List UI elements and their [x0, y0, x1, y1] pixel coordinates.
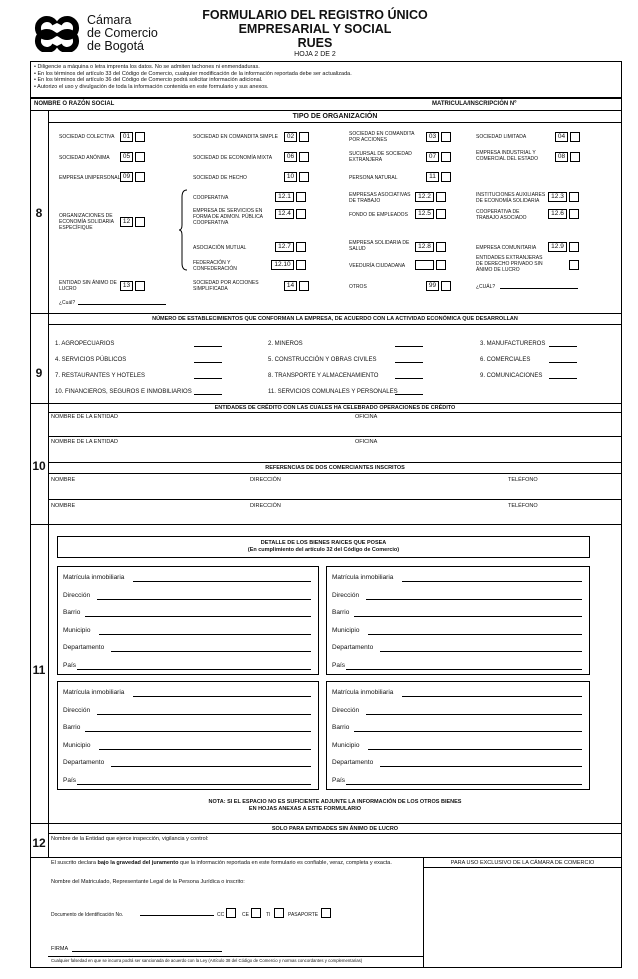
property-box: [57, 566, 319, 675]
org-checkbox[interactable]: [135, 281, 145, 291]
reference-address-label: DIRECCIÓN: [250, 503, 281, 509]
property-field-label: Municipio: [332, 626, 360, 634]
org-code: 03: [426, 132, 439, 142]
org-item-label: OTROS: [349, 284, 367, 290]
org-item-label: EMPRESA COMUNITARIA: [476, 245, 537, 251]
property-field-label: Barrio: [332, 609, 350, 616]
activity-label: 10. FINANCIEROS, SEGUROS E INMOBILIARIOS: [55, 389, 192, 395]
org-item-label: PERSONA NATURAL: [349, 175, 398, 181]
org-code: 12.5: [415, 209, 434, 219]
org-item-label: ENTIDAD SIN ÁNIMO DE LUCRO: [59, 280, 117, 292]
org-code: 12.7: [275, 242, 294, 252]
chamber-logo: [30, 14, 170, 54]
property-field-input[interactable]: [368, 634, 582, 635]
activity-label: 5. CONSTRUCCIÓN Y OBRAS CIVILES: [268, 357, 377, 363]
org-code: 07: [426, 152, 439, 162]
org-checkbox[interactable]: [135, 172, 145, 182]
logo-text-2: de Comercio: [87, 26, 158, 40]
org-checkbox[interactable]: [569, 192, 579, 202]
instructions-box: [30, 61, 622, 98]
cual-other-field[interactable]: [500, 288, 578, 289]
activity-count-field[interactable]: [395, 378, 423, 379]
org-item-label: SOCIEDAD EN COMANDITA SIMPLE: [193, 134, 278, 140]
org-item-label: ORGANIZACIONES DE ECONOMÍA SOLIDARIA ESPECÍFIQUE: [59, 213, 114, 231]
property-field-label: Dirección: [332, 591, 360, 599]
office-label: OFICINA: [355, 414, 378, 420]
org-checkbox[interactable]: [570, 152, 580, 162]
property-field-input[interactable]: [366, 714, 582, 715]
registration-number-label: MATRICULA/INSCRIPCIÓN Nº: [432, 101, 517, 107]
cc-checkbox[interactable]: [226, 908, 236, 918]
org-checkbox[interactable]: [441, 152, 451, 162]
org-item-label: EMPRESA DE SERVICIOS EN FORMA DE ADMON. PÚBLICA COOPERATIVA: [193, 208, 263, 226]
bracket-icon: [178, 189, 188, 271]
property-field-input[interactable]: [366, 599, 582, 600]
org-item-label: FEDERACIÓN Y CONFEDERACIÓN: [193, 260, 237, 272]
property-field-input[interactable]: [380, 651, 582, 652]
org-code: 04: [555, 132, 568, 142]
org-checkbox[interactable]: [296, 242, 306, 252]
sec9-title-underline: [48, 324, 622, 325]
org-code: 12.10: [271, 260, 294, 270]
property-field-input[interactable]: [346, 669, 582, 670]
property-field-label: Barrio: [63, 724, 81, 731]
property-field-label: Departamento: [63, 759, 105, 766]
org-code: 12.8: [415, 242, 434, 252]
org-code: 12: [120, 217, 133, 227]
org-item-label: EMPRESA SOLIDARIA DE SALUD: [349, 240, 410, 252]
sec8-title: TIPO DE ORGANIZACIÓN: [292, 113, 378, 120]
document-id-field[interactable]: [140, 915, 214, 916]
org-code: 05: [120, 152, 133, 162]
activity-count-field[interactable]: [549, 378, 577, 379]
ce-label: CE: [242, 912, 249, 918]
legal-warning: Cualquier falsedad en que se incurra podrá ser sancionada de acuerdo con la Ley (Artículo 38 del Código de Comercio y normas concordantes y complementarias): [51, 958, 363, 963]
property-field-label: Municipio: [63, 741, 91, 749]
property-field-input[interactable]: [77, 669, 311, 670]
org-item-label: ASOCIACIÓN MUTUAL: [193, 245, 247, 251]
org-checkbox[interactable]: [569, 260, 579, 270]
property-field-input[interactable]: [97, 599, 311, 600]
org-item-label: INSTITUCIONES AUXILIARES DE ECONOMÍA SOLIDARIA: [476, 192, 546, 204]
declaration-text: [51, 860, 416, 867]
property-field-input[interactable]: [111, 651, 311, 652]
property-field-input[interactable]: [111, 766, 311, 767]
document-id-label: Documento de Identificación No.: [51, 912, 124, 918]
note-1: • Diligencie a máquina o letra imprenta los datos. No se admiten tachones ni enmendaduras.: [34, 64, 260, 70]
org-code: 09: [120, 172, 133, 182]
org-checkbox[interactable]: [441, 281, 451, 291]
form-title-2: EMPRESARIAL Y SOCIAL: [238, 22, 392, 36]
property-field-input[interactable]: [368, 749, 582, 750]
property-field-label: Municipio: [332, 741, 360, 749]
property-box: [57, 681, 319, 790]
property-field-label: País: [63, 776, 77, 784]
org-checkbox[interactable]: [135, 132, 145, 142]
org-item-label: SOCIEDAD LIMITADA: [476, 134, 527, 140]
org-checkbox[interactable]: [569, 242, 579, 252]
sec12-number: 12: [32, 836, 46, 850]
property-box: [326, 566, 590, 675]
org-checkbox[interactable]: [299, 132, 309, 142]
property-field-input[interactable]: [133, 696, 311, 697]
org-item-label: VEEDURÍA CIUDADANA: [349, 263, 406, 269]
property-field-input[interactable]: [85, 731, 311, 732]
passport-label: PASAPORTE: [288, 912, 319, 918]
org-item-label: SOCIEDAD ANÓNIMA: [59, 155, 110, 161]
logo-text-3: de Bogotá: [87, 39, 144, 53]
org-code: 12.9: [548, 242, 567, 252]
org-item-label: SOCIEDAD DE ECONOMÍA MIXTA: [193, 155, 273, 161]
activity-count-field[interactable]: [194, 378, 222, 379]
org-item-label: SOCIEDAD POR ACCIONES SIMPLIFICADA: [193, 280, 259, 292]
activity-label: 7. RESTAURANTES Y HOTELES: [55, 373, 146, 379]
activity-label: 9. COMUNICACIONES: [480, 373, 543, 379]
org-item-label: EMPRESA UNIPERSONAL: [59, 175, 121, 181]
ce-checkbox[interactable]: [251, 908, 261, 918]
activity-label: 3. MANUFACTUREROS: [480, 341, 546, 347]
org-item-label: COOPERATIVA DE TRABAJO ASOCIADO: [476, 209, 527, 221]
ti-checkbox[interactable]: [274, 908, 284, 918]
sec10-references-title: REFERENCIAS DE DOS COMERCIANTES INSCRITOS: [265, 465, 405, 471]
activity-count-field[interactable]: [395, 362, 423, 363]
activity-label: 11. SERVICIOS COMUNALES Y PERSONALES: [268, 389, 398, 395]
activity-count-field[interactable]: [549, 346, 577, 347]
org-checkbox[interactable]: [299, 152, 309, 162]
property-field-input[interactable]: [99, 749, 311, 750]
property-field-label: País: [63, 661, 77, 669]
org-checkbox[interactable]: [296, 260, 306, 270]
org-checkbox[interactable]: [296, 209, 306, 219]
org-code: 99: [426, 281, 439, 291]
property-field-label: Dirección: [63, 706, 91, 714]
cual-label: ¿Cuál?: [59, 300, 76, 306]
property-field-input[interactable]: [354, 731, 582, 732]
entity-name-label: NOMBRE DE LA ENTIDAD: [51, 414, 118, 420]
reference-name-label: NOMBRE: [51, 477, 76, 483]
inspection-entity-label: Nombre de la Entidad que ejerce inspección, vigilancia y control:: [51, 836, 209, 842]
note-3: • En los términos del artículo 36 del Código de Comercio podrá solicitar información adicional.: [34, 77, 263, 83]
property-note-2: EN HOJAS ANEXAS A ESTE FORMULARIO: [248, 806, 362, 812]
org-item-label: EMPRESAS ASOCIATIVAS DE TRABAJO: [349, 192, 411, 204]
property-field-label: Departamento: [63, 644, 105, 651]
org-checkbox[interactable]: [135, 152, 145, 162]
form-title-3: RUES: [297, 36, 333, 50]
activity-label: 8. TRANSPORTE Y ALMACENAMIENTO: [268, 373, 379, 379]
property-field-label: Barrio: [332, 724, 350, 731]
activity-count-field[interactable]: [194, 346, 222, 347]
property-field-label: Matrícula inmobiliaria: [332, 689, 394, 696]
property-field-label: Dirección: [332, 706, 360, 714]
org-checkbox[interactable]: [415, 260, 434, 270]
org-code: 08: [555, 152, 568, 162]
sec8-number: 8: [35, 206, 43, 220]
org-checkbox[interactable]: [436, 192, 446, 202]
property-field-input[interactable]: [402, 696, 582, 697]
sec9-title: NÚMERO DE ESTABLECIMIENTOS QUE CONFORMAN LA EMPRESA, DE ACUERDO CON LA ACTIVIDAD ECONÓMICA QUE DESARROLLAN: [152, 316, 518, 322]
signature-label: FIRMA: [51, 946, 69, 952]
property-field-input[interactable]: [77, 784, 311, 785]
property-subtitle: (En cumplimiento del artículo 32 del Código de Comercio): [247, 547, 400, 553]
org-checkbox[interactable]: [570, 132, 580, 142]
reference-phone-label: TELÉFONO: [508, 477, 538, 483]
property-field-label: País: [332, 776, 346, 784]
reference-name-label: NOMBRE: [51, 503, 76, 509]
org-checkbox[interactable]: [299, 172, 309, 182]
activity-label: 2. MINEROS: [268, 341, 303, 347]
note-4: • Autorizo el uso y divulgación de toda la información contenida en este formulario y sus anexos.: [34, 83, 269, 90]
property-field-label: Matrícula inmobiliaria: [63, 574, 125, 581]
office-label: OFICINA: [355, 439, 378, 445]
chamber-logo-icon: [30, 14, 84, 52]
property-field-input[interactable]: [133, 581, 311, 582]
declaration-pre: El suscrito declara: [51, 860, 98, 866]
org-code: 12.1: [275, 192, 294, 202]
property-box: [326, 681, 590, 790]
org-checkbox[interactable]: [436, 260, 446, 270]
chamber-exclusive-box: [423, 867, 622, 868]
activity-count-field[interactable]: [395, 394, 423, 395]
reference-address-label: DIRECCIÓN: [250, 477, 281, 483]
sec11-number: 11: [32, 663, 46, 677]
org-code: 12.2: [415, 192, 434, 202]
declaration-bold: bajo la gravedad del juramento: [97, 860, 179, 866]
org-item-label: ¿CUÁL?: [476, 284, 496, 290]
cual-field[interactable]: [78, 304, 166, 305]
org-code: 11: [426, 172, 439, 182]
page-indicator: HOJA 2 DE 2: [294, 51, 336, 58]
property-title: DETALLE DE LOS BIENES RAICES QUE POSEA: [260, 540, 387, 546]
ti-label: TI: [266, 912, 271, 918]
org-item-label: SUCURSAL DE SOCIEDAD EXTRANJERA: [349, 151, 412, 163]
signatory-name-label: Nombre del Matriculado, Representante Legal de la Persona Jurídica o inscrito:: [51, 879, 245, 885]
activity-count-field[interactable]: [395, 346, 423, 347]
note-2: • En los términos del artículo 33 del Código de Comercio, cualquier modificación de la información reportada debe ser actualizada.: [34, 70, 352, 77]
property-field-input[interactable]: [380, 766, 582, 767]
property-field-label: Departamento: [332, 644, 374, 651]
form-title-1: FORMULARIO DEL REGISTRO ÚNICO: [202, 8, 428, 22]
org-code: 01: [120, 132, 133, 142]
org-item-label: SOCIEDAD COLECTIVA: [59, 134, 115, 140]
property-field-input[interactable]: [346, 784, 582, 785]
property-field-input[interactable]: [99, 634, 311, 635]
activity-count-field[interactable]: [194, 394, 222, 395]
sec8-title-underline: [48, 122, 622, 123]
org-code: 02: [284, 132, 297, 142]
activity-count-field[interactable]: [194, 362, 222, 363]
org-checkbox[interactable]: [441, 132, 451, 142]
reference-phone-label: TELÉFONO: [508, 503, 538, 509]
chamber-exclusive-label: PARA USO EXCLUSIVO DE LA CÁMARA DE COMERCIO: [450, 860, 595, 866]
org-checkbox[interactable]: [135, 217, 145, 227]
org-item-label: SOCIEDAD EN COMANDITA POR ACCIONES: [349, 131, 415, 143]
property-field-label: Municipio: [63, 626, 91, 634]
sec10-credit-title: ENTIDADES DE CRÉDITO CON LAS CUALES HA CELEBRADO OPERACIONES DE CRÉDITO: [214, 405, 456, 411]
property-field-label: Dirección: [63, 591, 91, 599]
business-name-label: NOMBRE O RAZÓN SOCIAL: [34, 101, 115, 107]
org-checkbox[interactable]: [569, 209, 579, 219]
org-code: 06: [284, 152, 297, 162]
sec10-number: 10: [32, 459, 46, 473]
property-field-label: Barrio: [63, 609, 81, 616]
property-field-input[interactable]: [85, 616, 311, 617]
property-field-label: Matrícula inmobiliaria: [63, 689, 125, 696]
org-item-label: COOPERATIVA: [193, 195, 229, 201]
entity-name-label: NOMBRE DE LA ENTIDAD: [51, 439, 118, 445]
property-field-input[interactable]: [354, 616, 582, 617]
property-field-input[interactable]: [402, 581, 582, 582]
signature-field[interactable]: [72, 951, 222, 952]
org-code: 14: [284, 281, 297, 291]
activity-label: 4. SERVICIOS PÚBLICOS: [55, 357, 127, 363]
org-code: 10: [284, 172, 297, 182]
activity-label: 1. AGROPECUARIOS: [55, 341, 115, 347]
org-item-label: FONDO DE EMPLEADOS: [349, 212, 408, 218]
property-field-label: País: [332, 661, 346, 669]
org-item-label: SOCIEDAD DE HECHO: [193, 175, 247, 181]
activity-label: 6. COMERCIALES: [480, 357, 531, 363]
sec12-title: SOLO PARA ENTIDADES SIN ÁNIMO DE LUCRO: [271, 826, 399, 832]
org-checkbox[interactable]: [299, 281, 309, 291]
org-checkbox[interactable]: [296, 192, 306, 202]
org-code: 12.4: [275, 209, 294, 219]
org-item-label: ENTIDADES EXTRANJERAS DE DERECHO PRIVADO SIN ÁNIMO DE LUCRO: [476, 255, 543, 273]
sec9-number: 9: [35, 366, 43, 380]
org-code: 12.6: [548, 209, 567, 219]
property-field-label: Departamento: [332, 759, 374, 766]
org-item-label: EMPRESA INDUSTRIAL Y COMERCIAL DEL ESTADO: [476, 150, 539, 162]
property-note-1: NOTA: SI EL ESPACIO NO ES SUFICIENTE ADJUNTE LA INFORMACIÓN DE LOS OTROS BIENES: [208, 799, 462, 805]
logo-text-1: Cámara: [87, 13, 132, 27]
property-field-input[interactable]: [97, 714, 311, 715]
property-field-label: Matrícula inmobiliaria: [332, 574, 394, 581]
declaration-post: que la información reportada en este formulario es confiable, veraz, completa y exacta.: [178, 860, 392, 866]
org-code: 13: [120, 281, 133, 291]
org-code: 12.3: [548, 192, 567, 202]
org-checkbox[interactable]: [436, 209, 446, 219]
org-checkbox[interactable]: [436, 242, 446, 252]
cc-label: CC: [217, 912, 225, 918]
activity-count-field[interactable]: [549, 362, 577, 363]
passport-checkbox[interactable]: [321, 908, 331, 918]
org-checkbox[interactable]: [441, 172, 451, 182]
